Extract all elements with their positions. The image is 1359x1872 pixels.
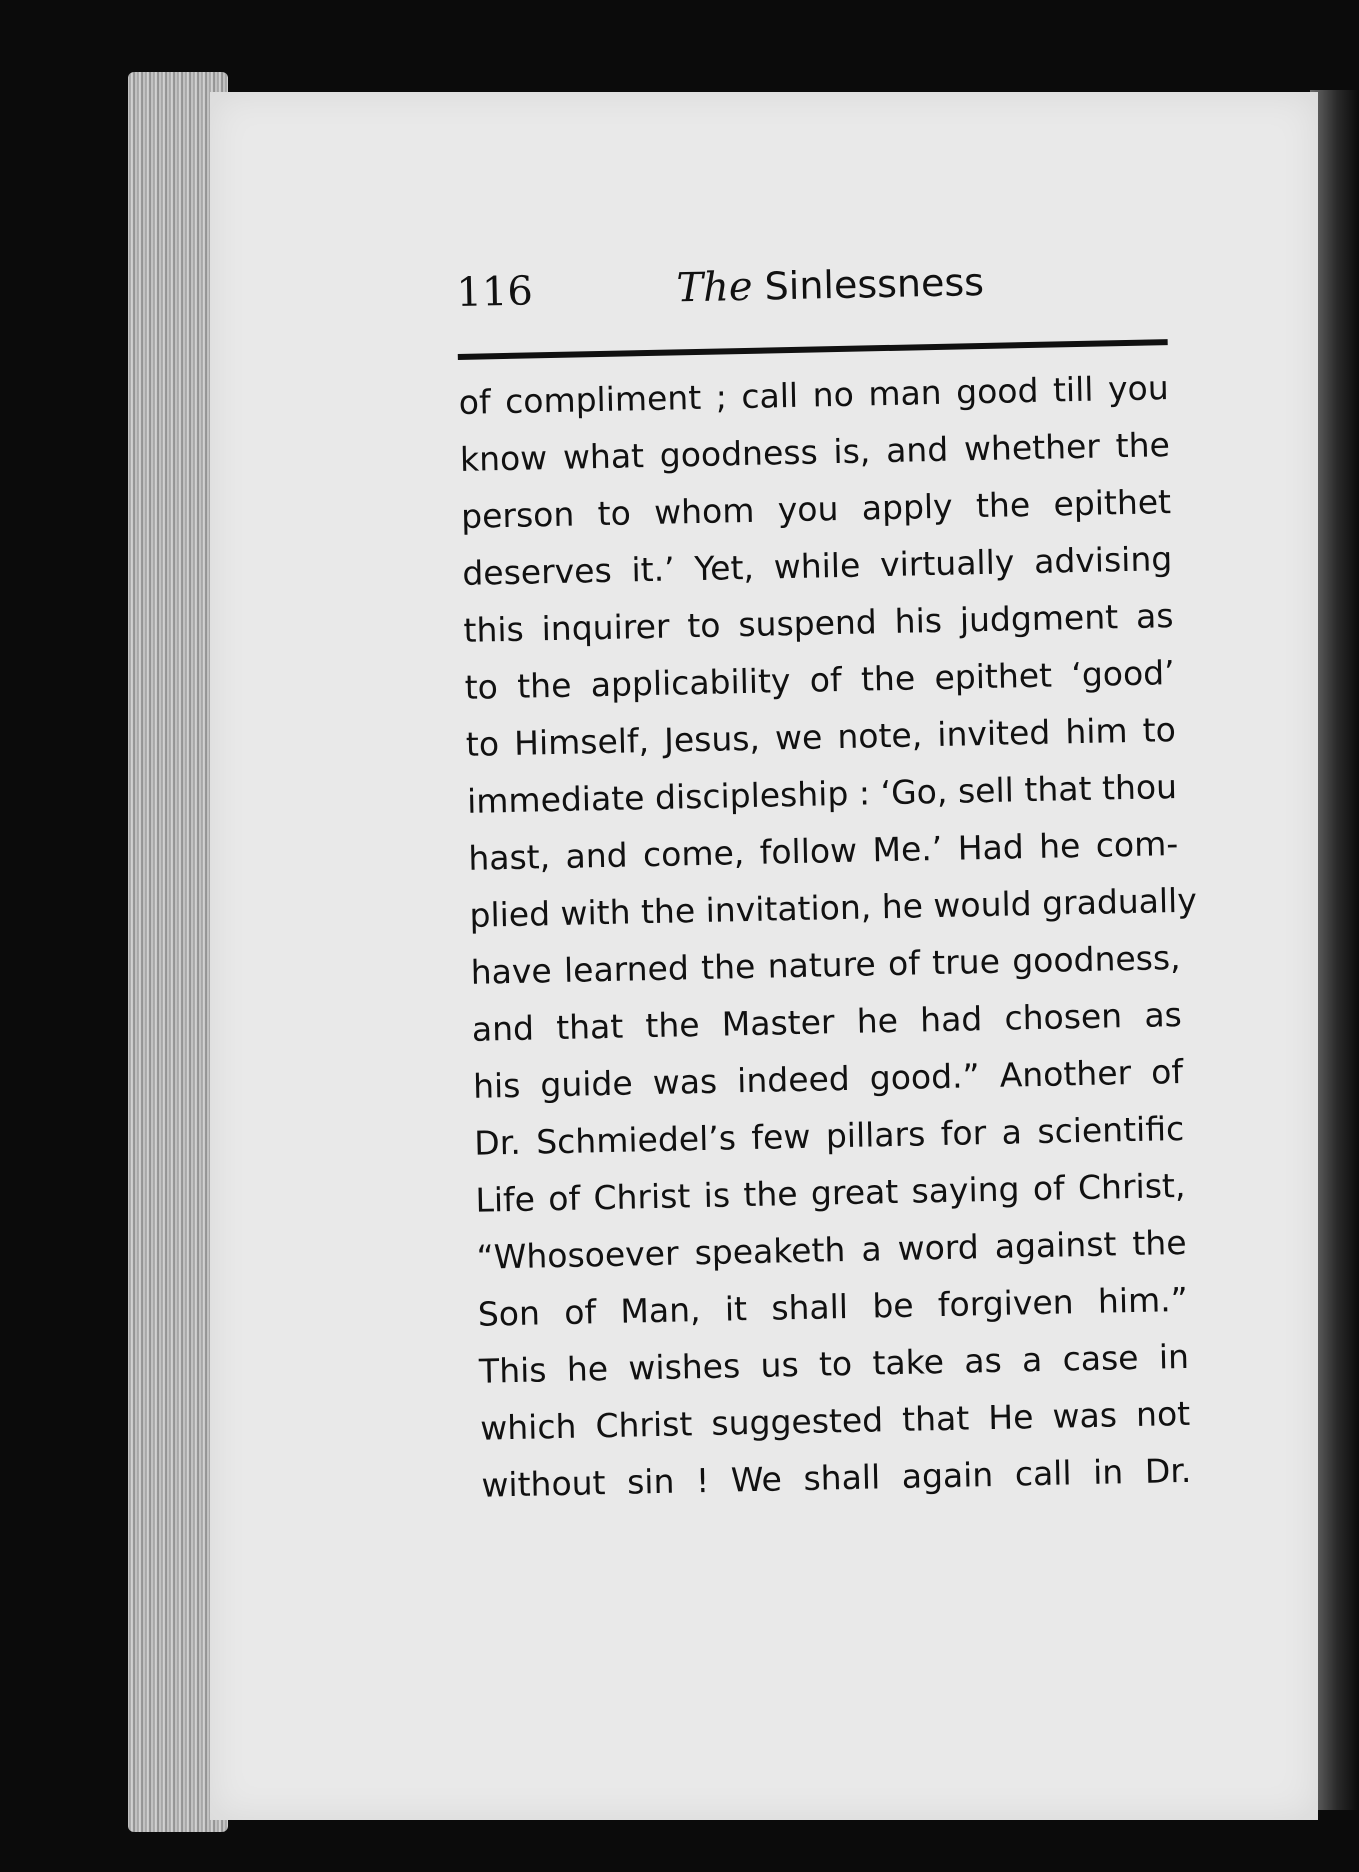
running-header (456, 255, 1167, 340)
body-line: of compliment ; call no man good till you (458, 368, 1170, 422)
running-title (676, 259, 984, 311)
body-line: without sin ! We shall again call in Dr. (481, 1450, 1192, 1505)
body-line: plied with the invitation, he would gradually (469, 880, 1198, 935)
body-line: Son of Man, it shall be forgiven him.” (477, 1279, 1189, 1334)
body-line: hast, and come, follow Me.’ Had he com- (467, 824, 1179, 878)
page-number: 116 (456, 268, 534, 316)
body-line: person to whom you apply the epithet (460, 482, 1172, 536)
body-line: deserves it.’ Yet, while virtually advising (461, 539, 1173, 593)
running-title-italic: The (675, 263, 754, 312)
body-text (458, 359, 1198, 1514)
body-line: and that the Master he had chosen as (471, 994, 1183, 1049)
body-line: immediate discipleship : ‘Go, sell that thou (466, 767, 1178, 821)
body-line: Dr. Schmiedel’s few pillars for a scientific (473, 1108, 1185, 1163)
body-line: to Himself, Jesus, we note, invited him to (465, 710, 1177, 764)
body-line: have learned the nature of true goodness, (470, 937, 1181, 992)
body-line: which Christ suggested that He was not (479, 1393, 1191, 1448)
body-line: “Whosoever speaketh a word against the (476, 1222, 1187, 1277)
body-line: his guide was indeed good.” Another of (472, 1051, 1184, 1106)
page-content (456, 255, 1198, 1514)
header-rule (458, 339, 1168, 360)
body-line: Life of Christ is the great saying of Christ, (475, 1165, 1186, 1220)
running-title-text: Sinlessness (764, 259, 985, 309)
body-line: know what goodness is, and whether the (459, 425, 1171, 479)
body-line: to the applicability of the epithet ‘good’ (464, 653, 1175, 707)
body-line: this inquirer to suspend his judgment as (463, 596, 1174, 650)
body-line: This he wishes us to take as a case in (478, 1336, 1190, 1391)
